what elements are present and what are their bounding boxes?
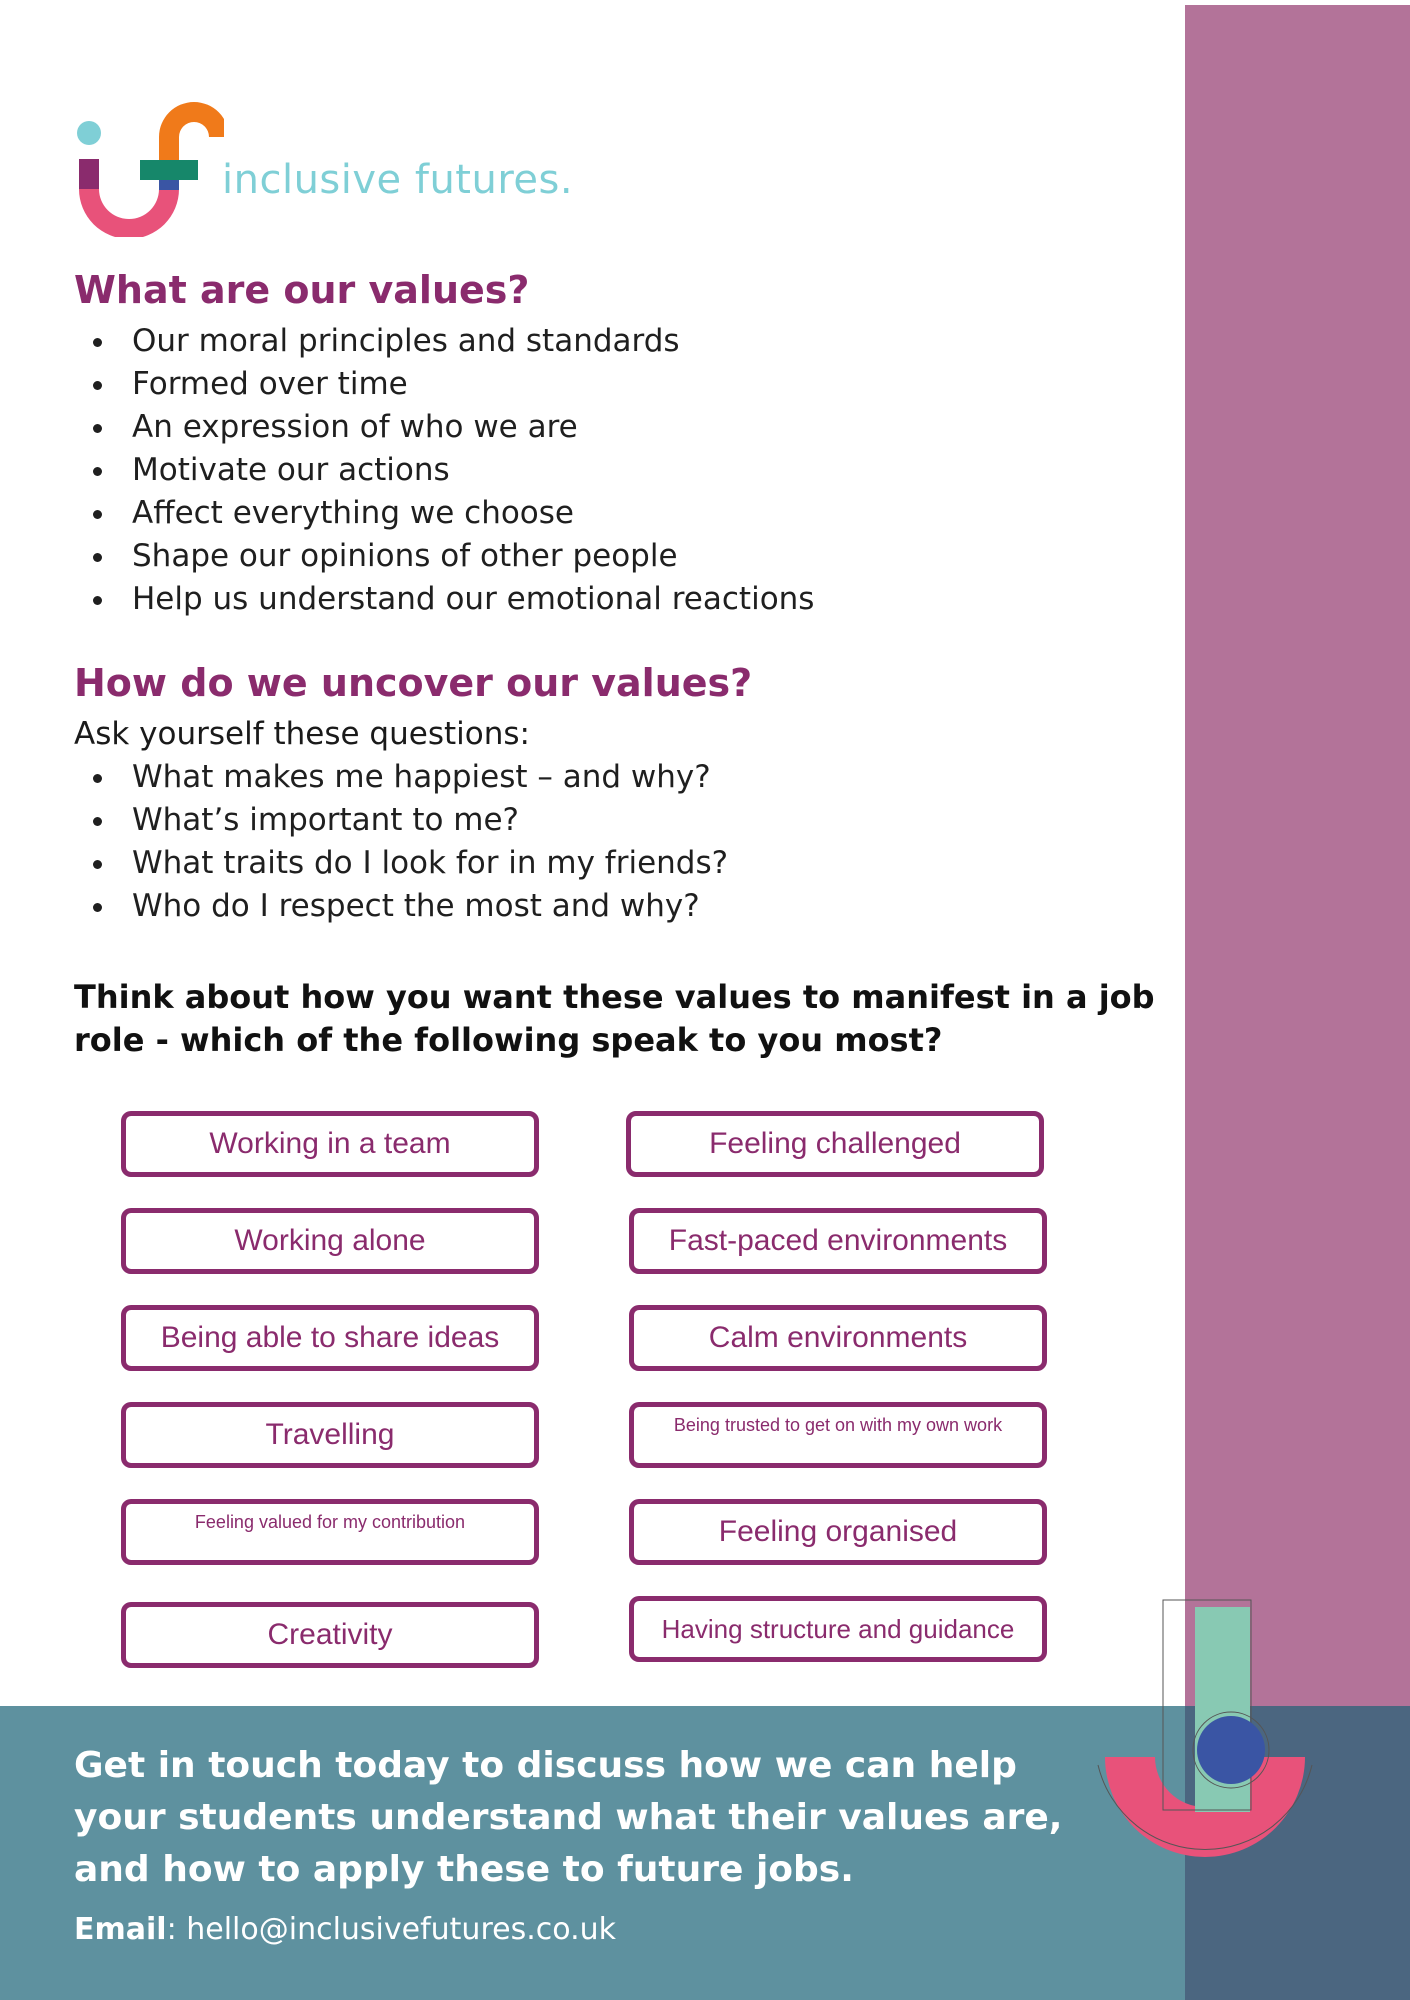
list-item: Our moral principles and standards — [74, 320, 1164, 363]
uncover-intro: Ask yourself these questions: — [74, 716, 530, 752]
values-heading: What are our values? — [74, 268, 530, 312]
prompt-text: Think about how you want these values to manifest in a job role - which of the following speak to you most? — [74, 978, 1155, 1059]
uncover-section — [74, 661, 1164, 928]
option-label: Working in a team — [209, 1127, 451, 1160]
list-item: What’s important to me? — [74, 799, 1164, 842]
option-share-ideas[interactable] — [121, 1305, 539, 1371]
option-label: Creativity — [267, 1618, 393, 1651]
option-feeling-challenged[interactable] — [626, 1111, 1044, 1177]
list-item: Shape our opinions of other people — [74, 535, 1164, 578]
values-list — [74, 320, 1164, 621]
list-item: Help us understand our emotional reactions — [74, 578, 1164, 621]
list-item: What traits do I look for in my friends? — [74, 842, 1164, 885]
option-fast-paced[interactable] — [629, 1208, 1047, 1274]
list-item: Who do I respect the most and why? — [74, 885, 1164, 928]
values-section — [74, 268, 1164, 621]
uncover-list — [74, 756, 1164, 928]
option-feeling-organised[interactable] — [629, 1499, 1047, 1565]
list-item: Formed over time — [74, 363, 1164, 406]
option-being-trusted[interactable] — [629, 1402, 1047, 1468]
option-label: Travelling — [265, 1418, 395, 1451]
uncover-heading: How do we uncover our values? — [74, 661, 753, 705]
option-creativity[interactable] — [121, 1602, 539, 1668]
option-working-alone[interactable] — [121, 1208, 539, 1274]
list-item: An expression of who we are — [74, 406, 1164, 449]
logo-mark-icon — [74, 92, 224, 237]
logo — [74, 92, 224, 241]
decorative-shapes-icon — [1090, 1595, 1360, 1895]
list-item: What makes me happiest – and why? — [74, 756, 1164, 799]
option-label: Feeling organised — [718, 1515, 958, 1548]
option-structure-guidance[interactable] — [629, 1596, 1047, 1662]
option-label: Having structure and guidance — [661, 1613, 1015, 1644]
option-label: Feeling valued for my contribution — [194, 1512, 466, 1532]
email-label: Email — [74, 1912, 167, 1947]
option-feeling-valued[interactable] — [121, 1499, 539, 1565]
option-label: Calm environments — [708, 1321, 968, 1354]
option-calm-environments[interactable] — [629, 1305, 1047, 1371]
option-working-in-a-team[interactable] — [121, 1111, 539, 1177]
decorative-graphic — [1090, 1595, 1360, 1899]
email-link[interactable]: hello@inclusivefutures.co.uk — [186, 1912, 616, 1947]
option-label: Feeling challenged — [709, 1127, 961, 1160]
footer-cta: Get in touch today to discuss how we can help your students understand what their values are, and how to apply these to future jobs. — [74, 1745, 1063, 1890]
logo-text: inclusive futures. — [222, 157, 574, 203]
option-travelling[interactable] — [121, 1402, 539, 1468]
option-label: Fast-paced environments — [668, 1224, 1008, 1257]
list-item: Motivate our actions — [74, 449, 1164, 492]
option-label: Working alone — [234, 1224, 426, 1257]
option-label: Being able to share ideas — [160, 1321, 500, 1354]
footer-email: Email: hello@inclusivefutures.co.uk — [74, 1912, 616, 1947]
option-label: Being trusted to get on with my own work — [673, 1415, 1003, 1435]
list-item: Affect everything we choose — [74, 492, 1164, 535]
